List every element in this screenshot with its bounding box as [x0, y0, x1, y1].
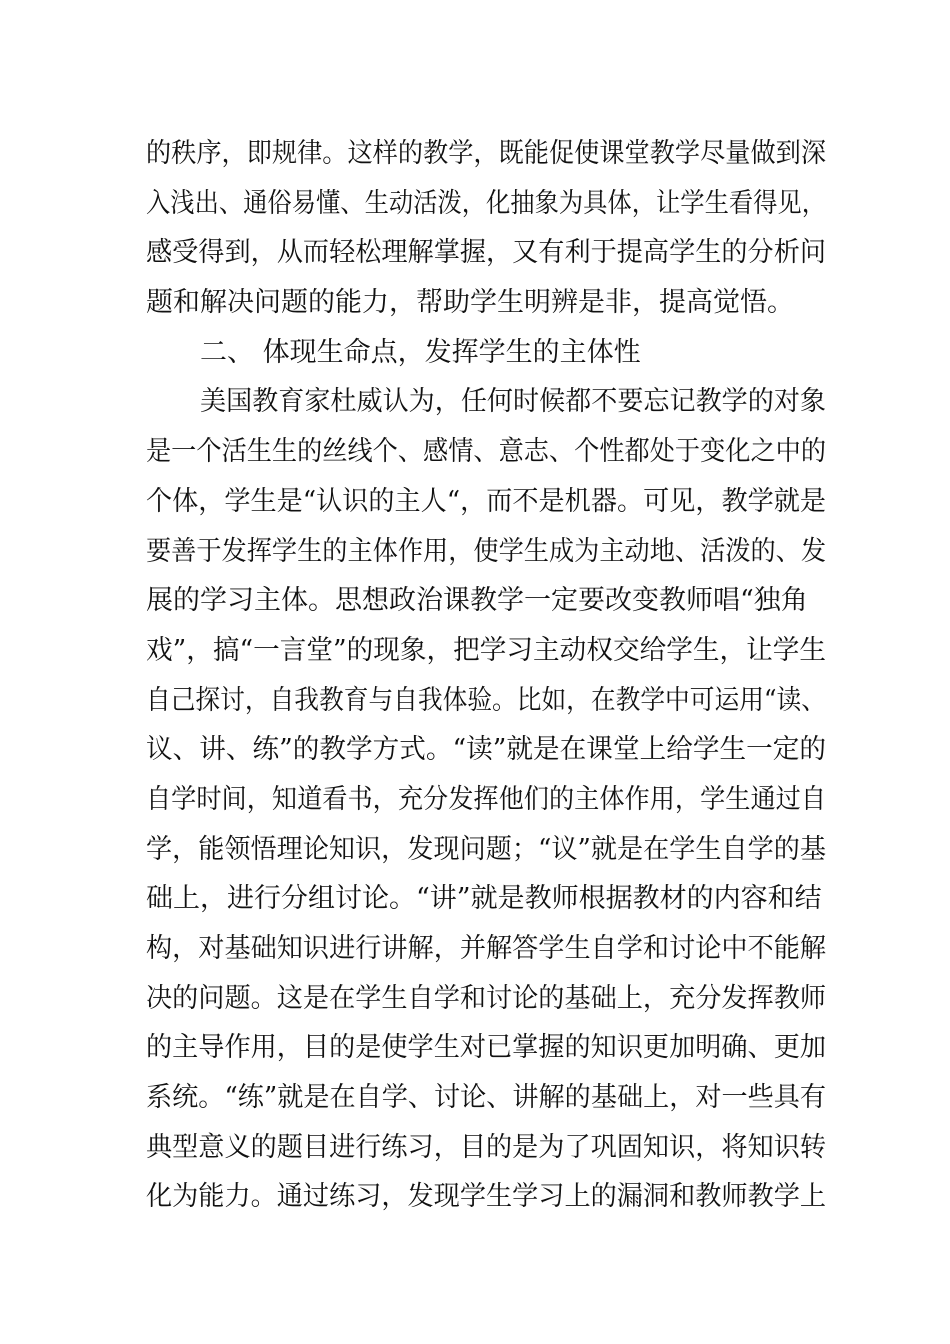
- text-line-15: 学，能领悟理论知识，发现问题；“议”就是在学生自学的基: [146, 833, 826, 865]
- text-line-2: 入浅出、通俗易懂、生动活泼，化抽象为具体，让学生看得见，: [146, 187, 826, 219]
- text-line-12: 自己探讨，自我教育与自我体验。比如，在教学中可运用“读、: [146, 684, 826, 716]
- paragraph-first-line: 美国教育家杜威认为，任何时候都不要忘记教学的对象: [200, 386, 826, 418]
- text-line-7: 是一个活生生的丝线个、感情、意志、个性都处于变化之中的: [146, 436, 826, 468]
- text-line-1: 的秩序，即规律。这样的教学，既能促使课堂教学尽量做到深: [146, 138, 826, 169]
- text-line-9: 要善于发挥学生的主体作用，使学生成为主动地、活泼的、发: [146, 535, 826, 567]
- text-line-3: 感受得到，从而轻松理解掌握，又有利于提高学生的分析问: [146, 237, 826, 269]
- text-line-10: 展的学习主体。思想政治课教学一定要改变教师唱“独角: [146, 585, 808, 617]
- text-line-17: 构，对基础知识进行讲解，并解答学生自学和讨论中不能解: [146, 933, 826, 964]
- text-line-21: 典型意义的题目进行练习，目的是为了巩固知识，将知识转: [146, 1131, 826, 1163]
- text-line-4: 题和解决问题的能力，帮助学生明辨是非，提高觉悟。: [146, 287, 794, 319]
- section-heading: 二、 体现生命点，发挥学生的主体性: [200, 336, 641, 368]
- text-line-16: 础上，进行分组讨论。“讲”就是教师根据教材的内容和结: [146, 883, 822, 915]
- text-line-13: 议、讲、练”的教学方式。“读”就是在课堂上给学生一定的: [146, 734, 826, 766]
- text-line-8: 个体，学生是“认识的主人“，而不是机器。可见，教学就是: [146, 485, 826, 517]
- text-line-11: 戏”，搞“一言堂”的现象，把学习主动权交给学生，让学生: [146, 634, 826, 666]
- text-line-18: 决的问题。这是在学生自学和讨论的基础上，充分发挥教师: [146, 982, 826, 1014]
- text-line-19: 的主导作用，目的是使学生对已掌握的知识更加明确、更加: [146, 1032, 826, 1064]
- text-line-14: 自学时间，知道看书，充分发挥他们的主体作用，学生通过自: [146, 783, 826, 815]
- text-line-22: 化为能力。通过练习，发现学生学习上的漏洞和教师教学上: [146, 1181, 826, 1213]
- document-body: [146, 129, 826, 1222]
- text-line-20: 系统。“练”就是在自学、讨论、讲解的基础上，对一些具有: [146, 1082, 826, 1114]
